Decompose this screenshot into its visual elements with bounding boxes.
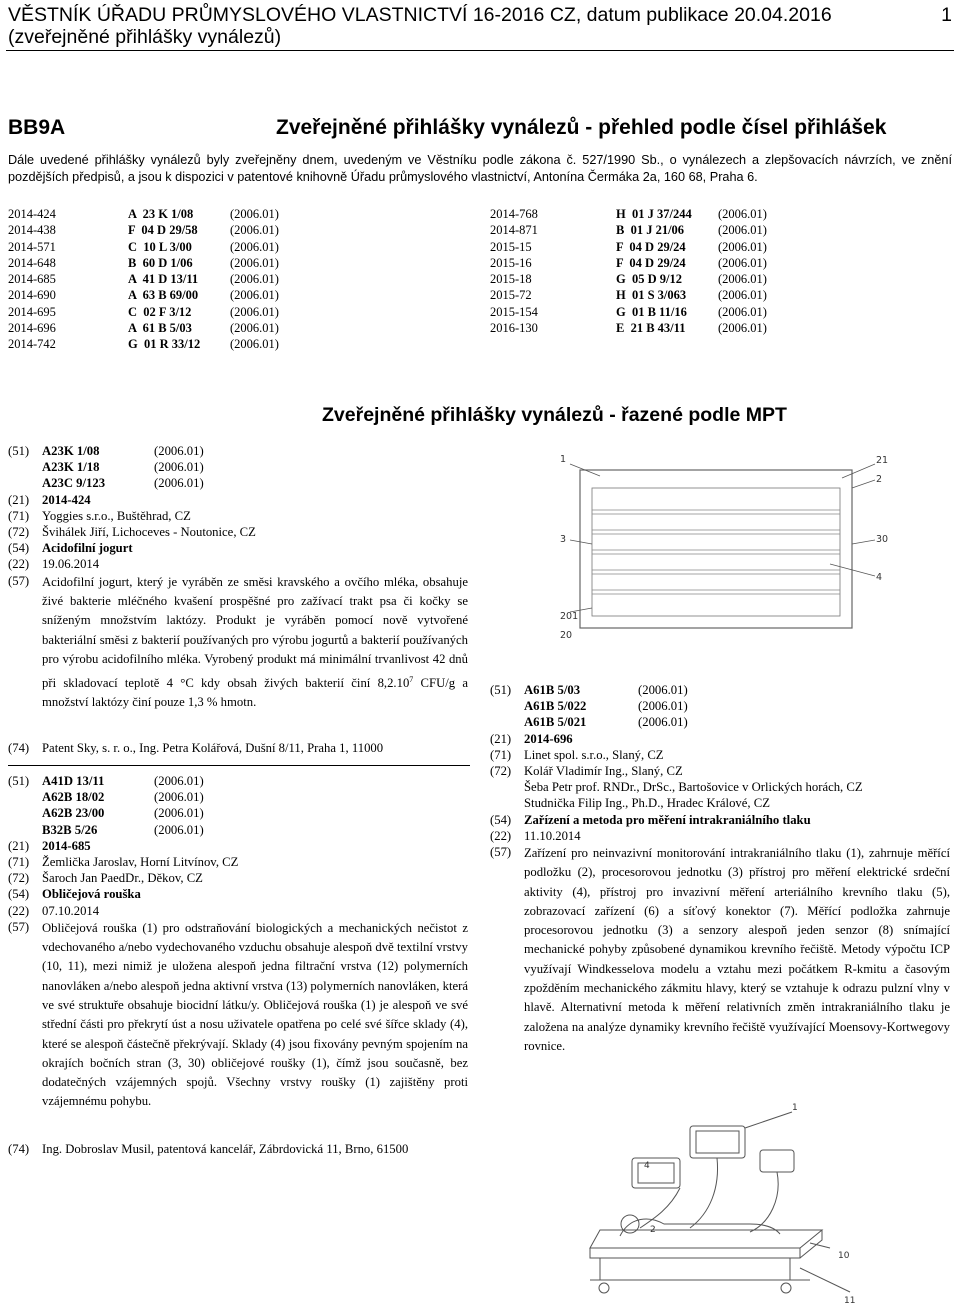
filing-date: 07.10.2014 xyxy=(42,903,100,918)
entry-2014-685 xyxy=(8,773,468,1112)
ipc-line xyxy=(42,822,468,838)
fig2-label: 1 xyxy=(792,1103,798,1113)
ipc-block xyxy=(8,773,468,838)
number-row xyxy=(8,239,448,255)
attorney: Ing. Dobroslav Musil, patentová kancelář, Zábrdovická 11, Brno, 61500 xyxy=(42,1142,409,1156)
application-number: 2015-15 xyxy=(490,239,532,254)
ipc-version: (2006.01) xyxy=(230,207,279,221)
ipc-version: (2006.01) xyxy=(718,321,767,336)
entry-2014-696 xyxy=(490,682,950,1056)
number-row xyxy=(490,287,950,303)
fig2-label: 4 xyxy=(644,1161,650,1171)
number-row xyxy=(490,320,950,336)
number-row xyxy=(8,206,448,222)
ipc-class: A 41 D 13/11 xyxy=(128,272,199,287)
field-code-57: (57) xyxy=(8,919,30,934)
fig2-label: 2 xyxy=(650,1225,656,1235)
face-mask-drawing xyxy=(530,448,900,648)
fig1-label: 2 xyxy=(876,474,883,485)
field-code-57: (57) xyxy=(490,844,512,859)
fig1-label: 30 xyxy=(876,534,889,545)
entry-2014-424 xyxy=(8,443,468,713)
filing-date: 19.06.2014 xyxy=(42,557,100,572)
field-code-71: (71) xyxy=(8,508,30,523)
number-row xyxy=(490,222,950,238)
ipc-code: A61B 5/021 xyxy=(524,715,587,730)
application-number: 2016-130 xyxy=(490,321,538,336)
field-code-54: (54) xyxy=(8,887,30,902)
ipc-class: C 02 F 3/12 xyxy=(128,304,192,319)
application-number: 2014-424 xyxy=(8,207,56,221)
application-number: 2014-690 xyxy=(8,288,56,303)
ipc-class: H 01 S 3/063 xyxy=(616,288,687,303)
entry1-attorney-row xyxy=(8,740,478,756)
header-subtitle: (zveřejněné přihlášky vynálezů) xyxy=(8,26,282,48)
field-code-21: (21) xyxy=(490,731,512,746)
field-code-22: (22) xyxy=(490,828,512,843)
application-number: 2014-768 xyxy=(490,207,538,221)
application-number: 2014-685 xyxy=(42,838,91,853)
field-code-51: (51) xyxy=(8,774,30,788)
entry2-attorney-row xyxy=(8,1141,478,1157)
ipc-version: (2006.01) xyxy=(718,223,767,238)
ipc-class: A 61 B 5/03 xyxy=(128,321,192,336)
field-code-22: (22) xyxy=(8,557,30,572)
section-title: Zveřejněné přihlášky vynálezů - přehled podle čísel přihlášek xyxy=(276,116,887,139)
fig2-label: 10 xyxy=(838,1251,850,1261)
number-row xyxy=(8,222,448,238)
application-number: 2015-18 xyxy=(490,272,532,287)
abstract: Obličejová rouška (1) pro odstraňování biologických a mechanických nečistot z vdechovaného a/nebo vydechovaného vzduchu obsahuje alespoň dvě textilní vrstvy (10, 11), mezi nimiž je uložena alespoň jedna filtrační vrstva (12) polymerních nanovláken a/nebo alespoň jedna aktivní vrstva (13) polymerních nanovláken, která ve své struktuře obsahuje biocidní látku/y. Obličejová rouška (1) je alespoň ve své střední části pro překrytí úst a nosu uživatele opatřena po celé své šířce sklady (4), které se alespoň částečně překrývají. Sklady (4) jsou fixovány pevným spojením na okrajích bočních stran (3, 30) obličejové roušky (1), čímž jsou současně, bez dodatečných vzájemných spojů. Všechny vrstvy roušky (1) zajištěny proti vzájemnému pohybu. xyxy=(42,920,468,1109)
fig1-label: 21 xyxy=(876,455,889,466)
number-row xyxy=(490,304,950,320)
number-row xyxy=(490,255,950,271)
applicant: Yoggies s.r.o., Buštěhrad, CZ xyxy=(42,508,191,523)
application-number: 2014-685 xyxy=(8,272,56,287)
abstract-exponent: 7 xyxy=(409,674,414,684)
attorney: Patent Sky, s. r. o., Ing. Petra Kolářová, Dušní 8/11, Praha 1, 11000 xyxy=(42,741,384,755)
field-code-54: (54) xyxy=(8,541,30,556)
ipc-code: B32B 5/26 xyxy=(42,822,98,837)
ipc-version: (2006.01) xyxy=(230,337,279,352)
ipc-version: (2006.01) xyxy=(154,460,204,475)
ipc-code: A61B 5/03 xyxy=(524,683,581,697)
ipc-version: (2006.01) xyxy=(718,239,767,254)
ipc-class: H 01 J 37/244 xyxy=(616,207,692,221)
abstract-end: CFU/g a množství laktózy činí pouze 1,3 % hmotn. xyxy=(42,675,468,710)
ipc-line xyxy=(524,682,950,698)
application-number: 2014-571 xyxy=(8,239,56,254)
applicant: Žemlička Jaroslav, Horní Litvínov, CZ xyxy=(42,854,239,869)
field-code-71: (71) xyxy=(8,854,30,869)
ipc-block xyxy=(490,682,950,731)
application-number: 2014-696 xyxy=(524,731,573,746)
ipc-version: (2006.01) xyxy=(154,806,204,821)
field-code-72: (72) xyxy=(490,763,512,778)
field-code-21: (21) xyxy=(8,838,30,853)
page-number: 1 xyxy=(941,4,952,26)
ipc-version: (2006.01) xyxy=(718,255,767,270)
application-number: 2014-742 xyxy=(8,337,56,352)
field-code-51: (51) xyxy=(490,683,512,697)
ipc-line xyxy=(42,443,468,459)
ipc-class: A 23 K 1/08 xyxy=(128,207,194,221)
page-header xyxy=(8,4,952,48)
filing-date: 11.10.2014 xyxy=(524,828,581,843)
ipc-code: A62B 23/00 xyxy=(42,806,105,821)
field-code-71: (71) xyxy=(490,747,512,762)
ipc-version: (2006.01) xyxy=(154,774,204,788)
ipc-version: (2006.01) xyxy=(230,272,279,287)
numbers-list-right xyxy=(490,206,950,336)
ipc-version: (2006.01) xyxy=(230,288,279,303)
ipc-class: G 05 D 9/12 xyxy=(616,272,682,287)
invention-title: Acidofilní jogurt xyxy=(42,541,133,556)
ipc-version: (2006.01) xyxy=(718,288,767,303)
section-code: BB9A xyxy=(8,116,66,139)
ipc-code: A41D 13/11 xyxy=(42,774,105,788)
field-code-54: (54) xyxy=(490,812,512,827)
ipc-version: (2006.01) xyxy=(154,790,204,805)
application-number: 2014-424 xyxy=(42,492,91,507)
ipc-line xyxy=(42,459,468,475)
abstract: Zařízení pro neinvazivní monitorování intrakraniálního tlaku (1), zahrnuje měřící podložku (2), procesorovou jednotku (3) přístroj pro měření elektrické srdeční aktivity (4), přístroj pro invazivní měření arteriálního krevního tlaku (5), zobrazovací zařízení (6) a síťový konektor (7). Měřící podložka zahrnuje procesorovou jednotku (3) a senzory alespoň jeden senzor (8) snímající mechanické pohyby způsobené dynamikou krevního řečiště. Metody výpočtu ICP využívají Windkesselova modelu a vztahu mezi počátkem R-kmitu a časovým zpožděním mechanického zákmitu hlavy, který se vztahuje k odrazu pulzní vlny v hlavě. Alternativní metoda k měření relativních změn intrakraniálního tlaku je založena na analýze dynamiky krevního řečiště využívající Moensovy-Kortwegovy rovnice. xyxy=(524,845,950,1053)
application-number: 2014-438 xyxy=(8,223,56,238)
applicant: Linet spol. s.r.o., Slaný, CZ xyxy=(524,747,664,762)
fig1-label: 4 xyxy=(876,572,883,583)
ipc-version: (2006.01) xyxy=(230,255,279,270)
application-number: 2014-695 xyxy=(8,304,56,319)
bed-measurement-drawing xyxy=(560,1098,860,1304)
ipc-version: (2006.01) xyxy=(230,321,279,336)
field-code-51: (51) xyxy=(8,444,30,458)
inventor: Kolář Vladimír Ing., Slaný, CZ xyxy=(524,763,683,778)
ipc-version: (2006.01) xyxy=(154,476,204,491)
fig1-label: 201 xyxy=(560,611,579,622)
ipc-version: (2006.01) xyxy=(638,699,688,714)
ipc-class: B 60 D 1/06 xyxy=(128,255,193,270)
number-row xyxy=(490,206,950,222)
inventor: Šaroch Jan PaedDr., Děkov, CZ xyxy=(42,871,203,886)
field-code-72: (72) xyxy=(8,524,30,539)
application-number: 2014-648 xyxy=(8,255,56,270)
number-row xyxy=(8,336,448,352)
inventor: Švihálek Jiří, Lichoceves - Noutonice, CZ xyxy=(42,524,256,539)
ipc-version: (2006.01) xyxy=(230,304,279,319)
ipc-line xyxy=(42,805,468,821)
fig1-label: 1 xyxy=(560,454,567,465)
field-code-72: (72) xyxy=(8,871,30,886)
ipc-code: A23K 1/18 xyxy=(42,460,100,475)
numbers-list-left xyxy=(8,206,448,353)
field-code-74: (74) xyxy=(8,1142,30,1156)
ipc-line xyxy=(42,475,468,491)
number-row xyxy=(8,271,448,287)
entry-separator xyxy=(8,765,470,766)
number-row xyxy=(8,255,448,271)
ipc-line xyxy=(524,698,950,714)
header-rule xyxy=(6,50,954,51)
ipc-class: G 01 B 11/16 xyxy=(616,304,687,319)
ipc-class: B 01 J 21/06 xyxy=(616,223,685,238)
ipc-class: F 04 D 29/24 xyxy=(616,239,686,254)
ipc-version: (2006.01) xyxy=(154,444,204,458)
application-number: 2015-16 xyxy=(490,255,532,270)
ipc-version: (2006.01) xyxy=(718,304,767,319)
number-row xyxy=(490,239,950,255)
ipc-line xyxy=(524,714,950,730)
inventor: Studnička Filip Ing., Ph.D., Hradec Králové, CZ xyxy=(524,796,770,811)
ipc-code: A23K 1/08 xyxy=(42,444,100,458)
ipc-class: F 04 D 29/58 xyxy=(128,223,198,238)
ipc-version: (2006.01) xyxy=(638,715,688,730)
ipc-version: (2006.01) xyxy=(230,239,279,254)
ipc-class: C 10 L 3/00 xyxy=(128,239,192,254)
number-row xyxy=(490,271,950,287)
ipc-line xyxy=(42,789,468,805)
field-code-74: (74) xyxy=(8,741,30,755)
mpt-title: Zveřejněné přihlášky vynálezů - řazené podle MPT xyxy=(322,404,787,426)
ipc-block xyxy=(8,443,468,492)
number-row xyxy=(8,287,448,303)
invention-title: Obličejová rouška xyxy=(42,887,141,902)
invention-title: Zařízení a metoda pro měření intrakraniálního tlaku xyxy=(524,812,811,827)
field-code-21: (21) xyxy=(8,492,30,507)
ipc-code: A62B 18/02 xyxy=(42,790,105,805)
ipc-version: (2006.01) xyxy=(230,223,279,238)
ipc-code: A23C 9/123 xyxy=(42,476,106,491)
ipc-class: F 04 D 29/24 xyxy=(616,255,686,270)
fig1-label: 20 xyxy=(560,630,573,641)
application-number: 2015-72 xyxy=(490,288,532,303)
application-number: 2014-871 xyxy=(490,223,538,238)
header-title: VĚSTNÍK ÚŘADU PRŮMYSLOVÉHO VLASTNICTVÍ 16-2016 CZ, datum publikace 20.04.2016 xyxy=(8,4,832,26)
ipc-line xyxy=(42,773,468,789)
fig1-label: 3 xyxy=(560,534,567,545)
field-code-22: (22) xyxy=(8,903,30,918)
ipc-version: (2006.01) xyxy=(718,207,767,221)
ipc-version: (2006.01) xyxy=(154,822,204,837)
number-row xyxy=(8,320,448,336)
abstract: Acidofilní jogurt, který je vyráběn ze směsi kravského a ovčího mléka, obsahuje živé bakterie mléčného kvašení prospěšné pro zažívací trakt psa či kočky se sníženým množstvím laktózy. Produkt je vyráběn pomocí nově vytvořené bakteriální směsi z bakterií používaných pro výrobu jogurtů a bakterií používaných pro výrobu acidofilního mléka. Vyrobený produkt má minimální trvanlivost 42 dnů při skladovací teplotě 4 °C kdy obsah živých bakterií činí 8,2.10 xyxy=(42,574,468,690)
ipc-code: A61B 5/022 xyxy=(524,699,587,714)
section-intro: Dále uvedené přihlášky vynálezů byly zveřejněny dnem, uvedeným ve Věstníku podle zákona č. 527/1990 Sb., o vynálezech a zlepšovacích návrzích, ve znění pozdějších předpisů, a jsou k dispozici v patentové knihovně Úřadu průmyslového vlastnictví, Antonína Čermáka 2a, 160 68, Praha 6. xyxy=(8,153,952,184)
number-row xyxy=(8,304,448,320)
application-number: 2014-696 xyxy=(8,321,56,336)
fig2-label: 11 xyxy=(844,1296,856,1304)
inventor: Šeba Petr prof. RNDr., DrSc., Bartošovice v Orlických horách, CZ xyxy=(524,780,863,795)
ipc-class: E 21 B 43/11 xyxy=(616,321,686,336)
ipc-class: A 63 B 69/00 xyxy=(128,288,199,303)
ipc-class: G 01 R 33/12 xyxy=(128,337,201,352)
ipc-version: (2006.01) xyxy=(718,272,767,287)
field-code-57: (57) xyxy=(8,573,30,588)
ipc-version: (2006.01) xyxy=(638,683,688,697)
application-number: 2015-154 xyxy=(490,304,538,319)
